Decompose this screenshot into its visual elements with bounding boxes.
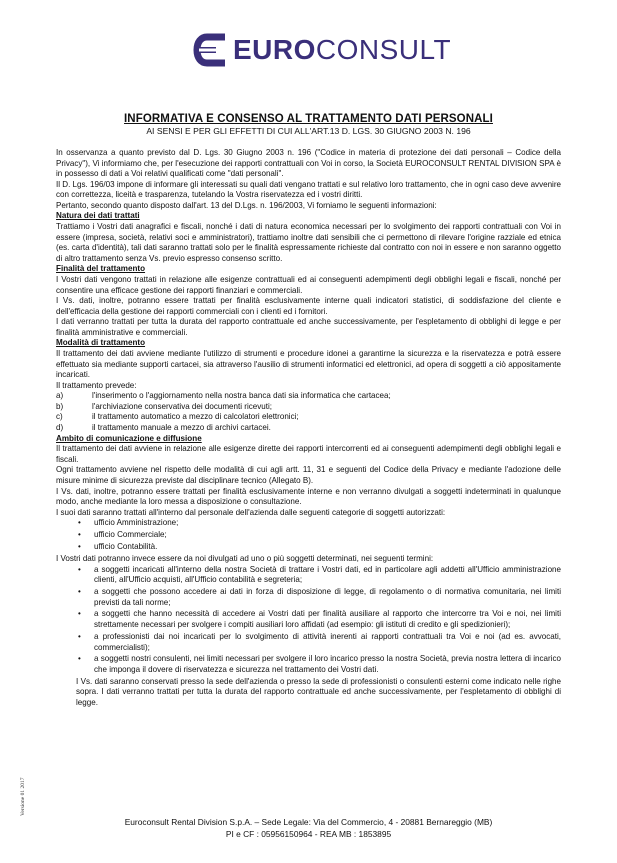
section-paragraph: I Vostri dati vengono trattati in relazione alle esigenze contrattuali ed ai conseguenti adempimenti degli obblighi legali e fiscali, nonché per consentire una efficace gestione dei rapporti finanziari e commerciali. — [56, 275, 561, 295]
list-item — [56, 632, 561, 653]
intro-paragraph-3: Pertanto, secondo quanto disposto dall'art. 13 del D.Lgs. n. 196/2003, Vi forniamo le seguenti informazioni: — [56, 200, 437, 210]
bullet-icon: • — [78, 654, 81, 664]
intro-paragraph-2: Il D. Lgs. 196/03 impone di informare gli interessati su quali dati vengano trattati e sul relativo loro trattamento, che in ogni caso deve avvenire con correttezza, liceità e trasparenza, tutelando la Vostra riservatezza ed i vostri diritti. — [56, 179, 561, 200]
closing-paragraph: I Vs. dati saranno conservati presso la sede dell'azienda o presso la sede di professionisti o consulenti esterni come indicato nelle righe sopra. I dati verranno trattati per tutta la durata del rapporto contrattuale ed anche successivamente, per l'espletamento di obblighi di legge. — [76, 676, 561, 708]
processing-list — [56, 391, 561, 433]
section-paragraph: Ogni trattamento avviene nel rispetto delle modalità di cui agli artt. 11, 31 e seguenti del Codice della Privacy e mediante l'adozione delle misure minime di sicurezza previste dal disciplinare tecnico (Allegato B). — [56, 465, 561, 485]
intro-paragraph-1: In osservanza a quanto previsto dal D. Lgs. 30 Giugno 2003 n. 196 ("Codice in materia di protezione dei dati personali – Codice della Privacy"), Vi informiamo che, per l'esecuzione dei rapporti contrattuali con Voi in corso, la Società EUROCONSULT RENTAL DIVISION SPA è in possesso di dati a Voi relativi qualificati come "dati personali". — [56, 148, 561, 179]
list-marker: b) — [56, 401, 64, 411]
list-item — [56, 587, 561, 608]
document-body — [56, 148, 561, 709]
list-item-text: ufficio Commerciale; — [94, 530, 167, 540]
list-item-text: l'inserimento o l'aggiornamento nella nostra banca dati sia informatica che cartacea; — [92, 391, 391, 401]
section-paragraph: Il trattamento dei dati avviene mediante l'utilizzo di strumenti e procedure idonei a garantirne la sicurezza e la riservatezza e potrà essere effettuato sia mediante supporti cartacei, sia attraverso l'ausilio di strumenti informatici ed elettronici, ad opera di soggetti a ciò appositamente incaricati. — [56, 349, 561, 380]
section-heading-modalita: Modalità di trattamento — [56, 338, 146, 348]
bullet-icon: • — [78, 586, 81, 596]
list-item-text: ufficio Amministrazione; — [94, 518, 179, 528]
section-paragraph: Trattiamo i Vostri dati anagrafici e fiscali, nonché i dati di natura economica necessari per lo svolgimento dei rapporti contrattuali con Voi in essere (impresa, società, relativi soci e amministratori), trattiamo inoltre dati sensibili che ci permettono di rilevare l'origine razziale ed etnica (es. carta d'identità), tali dati saranno trattati solo per le finalità espressamente richieste dal contratto con noi in essere e non saranno oggetto di altro trattamento senza Vs. previo espresso consenso scritto. — [56, 222, 561, 263]
list-item-text: il trattamento automatico a mezzo di calcolatori elettronici; — [92, 412, 299, 422]
subjects-list — [56, 565, 561, 676]
list-item — [56, 423, 561, 434]
list-item-text: a soggetti che possono accedere ai dati in forza di disposizione di legge, di regolamento o di normativa comunitaria, nei limiti previsti da tali norme; — [94, 586, 561, 607]
list-marker: d) — [56, 422, 64, 432]
list-item — [56, 412, 561, 423]
version-note: Versione 01 2017 — [20, 777, 26, 816]
document-title: INFORMATIVA E CONSENSO AL TRATTAMENTO DATI PERSONALI — [124, 113, 493, 125]
list-item-text: a soggetti nostri consulenti, nei limiti necessari per svolgere il loro incarico presso la nostra Società, previa nostra lettera di incarico che imponga il dovere di riservatezza e sicurezza nel trattamento dei Vostri dati. — [94, 654, 561, 674]
section-paragraph: Il trattamento dei dati avviene in relazione alle esigenze dirette dei rapporti intercorrenti ed ai conseguenti adempimenti degli obblighi legali e fiscali. — [56, 444, 561, 464]
section-heading-finalita: Finalità del trattamento — [56, 264, 146, 274]
bullet-icon: • — [78, 631, 81, 641]
bullet-icon: • — [78, 530, 81, 540]
section-paragraph: I dati verranno trattati per tutta la durata del rapporto contrattuale ed anche successivamente, per l'espletamento di obblighi di legge e per finalità amministrative e commerciali. — [56, 317, 561, 337]
logo-wordmark — [233, 33, 451, 67]
euroconsult-logo — [193, 33, 451, 67]
list-item — [56, 654, 561, 675]
footer-fiscal-info: PI e CF : 05956150964 - REA MB : 1853895 — [225, 829, 392, 839]
section-paragraph: I suoi dati saranno trattati all'interno dal personale dell'azienda dalle seguenti categorie di soggetti autorizzati: — [56, 507, 446, 517]
section-paragraph: I Vostri dati potranno invece essere da noi divulgati ad uno o più soggetti determinati, nei seguenti termini: — [56, 553, 434, 563]
list-item — [56, 565, 561, 586]
section-paragraph: I Vs. dati, inoltre, potranno essere trattati per finalità esclusivamente interne e non verranno divulgati a soggetti indeterminati in qualunque modo, anche mediante la loro messa a disposizione o consultazione. — [56, 486, 561, 507]
logo-consult: CONSULT — [315, 34, 452, 65]
section-paragraph: Il trattamento prevede: — [56, 380, 137, 390]
footer-address: Euroconsult Rental Division S.p.A. – Sede Legale: Via del Commercio, 4 - 20881 Bernareggio (MB) — [124, 817, 493, 827]
section-heading-natura: Natura dei dati trattati — [56, 211, 140, 221]
list-item-text: il trattamento manuale a mezzo di archivi cartacei. — [92, 422, 271, 432]
list-item-text: a soggetti che hanno necessità di accedere ai Vostri dati per finalità ausiliare al rapporto che intercorre tra Voi e noi, nei limiti strettamente necessari per svolgere i compiti ausiliari loro affidati (ad esempio: gli istituti di credito e gli spedizionieri); — [94, 609, 561, 630]
list-item — [56, 391, 561, 402]
section-heading-ambito: Ambito di comunicazione e diffusione — [56, 433, 202, 443]
list-item-text: a soggetti incaricati all'interno della nostra Società di trattare i Vostri dati, ed in particolare agli addetti all'Ufficio amministrazione clienti, all'Ufficio acquisti, all'Ufficio contabilità e segreteria; — [94, 564, 561, 585]
logo-euro: EURO — [233, 34, 316, 65]
section-paragraph: I Vs. dati, inoltre, potranno essere trattati per finalità esclusivamente interne quali indicatori statistici, di soddisfazione del cliente e dell'efficacia della gestione dei rapporti commerciali con i clienti ed i fornitori. — [56, 296, 561, 316]
list-item-text: l'archiviazione conservativa dei documenti ricevuti; — [92, 401, 272, 411]
document-subtitle: AI SENSI E PER GLI EFFETTI DI CUI ALL'ART.13 D. LGS. 30 GIUGNO 2003 N. 196 — [146, 126, 471, 136]
list-marker: c) — [56, 412, 63, 422]
list-item — [56, 530, 561, 541]
bullet-icon: • — [78, 518, 81, 528]
list-marker: a) — [56, 391, 64, 401]
offices-list — [56, 518, 561, 552]
bullet-icon: • — [78, 542, 81, 552]
list-item — [56, 518, 561, 529]
list-item — [56, 609, 561, 630]
list-item-text: a professionisti dai noi incaricati per lo svolgimento di attività inerenti ai rapporti contrattuali tra Voi e noi (ad es. avvocati, commercialisti); — [94, 631, 561, 652]
list-item — [56, 402, 561, 413]
bullet-icon: • — [78, 564, 81, 574]
euroconsult-logo-mark — [193, 33, 231, 67]
list-item — [56, 542, 561, 553]
bullet-icon: • — [78, 609, 81, 619]
list-item-text: ufficio Contabilità. — [94, 542, 158, 552]
